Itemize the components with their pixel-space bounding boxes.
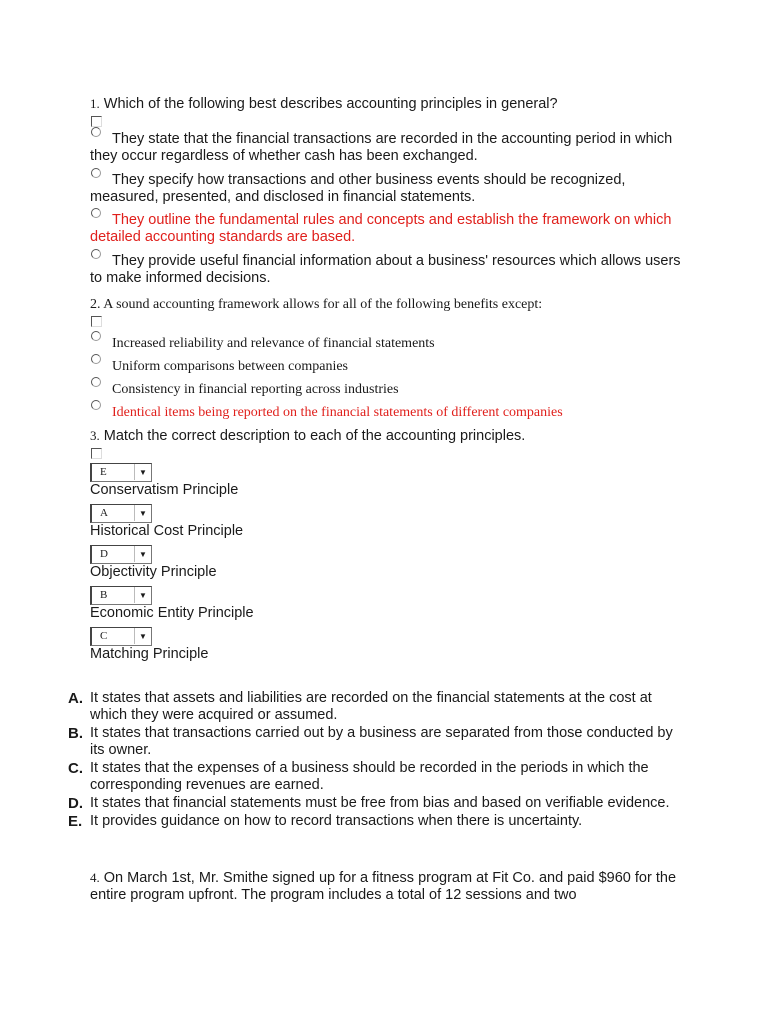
select-value: A xyxy=(100,507,108,519)
description-letter: D. xyxy=(68,795,83,812)
dropdown-arrow-icon[interactable]: ▼ xyxy=(134,587,151,603)
option-text: Identical items being reported on the financial statements of different companies xyxy=(112,405,563,420)
question-2-prompt xyxy=(90,296,690,313)
description-letter: B. xyxy=(68,725,83,742)
match-select-4[interactable] xyxy=(90,586,152,605)
question-4-prompt xyxy=(90,869,690,904)
select-value: E xyxy=(100,466,107,478)
dropdown-arrow-icon[interactable]: ▼ xyxy=(134,546,151,562)
select-value: B xyxy=(100,589,108,601)
option-text: They specify how transactions and other business events should be recognized, measured, presented, and disclosed in financial statements. xyxy=(90,172,626,205)
option-text: Increased reliability and relevance of financial statements xyxy=(112,336,435,351)
description-text: It states that assets and liabilities are recorded on the financial statements at the cost at which they were acquired or assumed. xyxy=(90,690,652,723)
question-4 xyxy=(90,869,690,904)
description-item xyxy=(68,725,688,759)
option-text: They provide useful financial information about a business' resources which allows users to make informed decisions. xyxy=(90,253,681,286)
question-1-prompt xyxy=(90,95,690,113)
description-item xyxy=(68,813,688,830)
dropdown-arrow-icon[interactable]: ▼ xyxy=(134,505,151,521)
option-1a[interactable] xyxy=(90,131,690,165)
principle-label: Economic Entity Principle xyxy=(90,605,254,621)
option-1d[interactable] xyxy=(90,253,690,287)
option-2c[interactable] xyxy=(90,381,690,398)
description-item xyxy=(68,760,688,794)
match-select-1[interactable] xyxy=(90,463,152,482)
select-value: D xyxy=(100,548,108,560)
principle-label: Historical Cost Principle xyxy=(90,523,244,539)
description-text: It states that the expenses of a business should be recorded in the periods in which the corresponding revenues are earned. xyxy=(90,760,649,793)
radio-button[interactable] xyxy=(91,127,101,137)
question-3-prompt xyxy=(90,427,690,445)
question-text: A sound accounting framework allows for all of the following benefits except: xyxy=(103,297,543,312)
radio-button[interactable] xyxy=(91,208,101,218)
radio-button[interactable] xyxy=(91,168,101,178)
flag-checkbox[interactable] xyxy=(91,448,102,459)
description-item xyxy=(68,690,688,724)
option-text: They outline the fundamental rules and concepts and establish the framework on which detailed accounting standards are based. xyxy=(90,212,672,245)
option-text: They state that the financial transactions are recorded in the accounting period in which they occur regardless of whether cash has been exchanged. xyxy=(90,131,673,164)
question-number: 2. xyxy=(90,297,101,312)
select-value: C xyxy=(100,630,108,642)
principle-label: Conservatism Principle xyxy=(90,482,239,498)
question-text: Which of the following best describes accounting principles in general? xyxy=(103,96,558,112)
description-text: It states that financial statements must be free from bias and based on verifiable evidence. xyxy=(90,795,670,811)
description-text: It states that transactions carried out by a business are separated from those conducted by its owner. xyxy=(90,725,673,758)
description-letter: A. xyxy=(68,690,83,707)
dropdown-arrow-icon[interactable]: ▼ xyxy=(134,464,151,480)
radio-button[interactable] xyxy=(91,249,101,259)
question-1 xyxy=(90,95,690,287)
match-select-2[interactable] xyxy=(90,504,152,523)
description-text: It provides guidance on how to record transactions when there is uncertainty. xyxy=(90,813,583,829)
description-item xyxy=(68,795,688,812)
question-number: 3. xyxy=(90,428,100,443)
flag-checkbox[interactable] xyxy=(91,316,102,327)
question-text: On March 1st, Mr. Smithe signed up for a fitness program at Fit Co. and paid $960 for the entire program upfront. The program includes a total of 12 sessions and two xyxy=(90,870,677,903)
radio-button[interactable] xyxy=(91,377,101,387)
principle-label: Matching Principle xyxy=(90,646,209,662)
question-number: 1. xyxy=(90,96,100,111)
description-letter: C. xyxy=(68,760,83,777)
description-list xyxy=(68,690,688,831)
match-select-5[interactable] xyxy=(90,627,152,646)
question-3 xyxy=(90,427,690,668)
description-letter: E. xyxy=(68,813,83,830)
flag-checkbox[interactable] xyxy=(91,116,102,127)
radio-button[interactable] xyxy=(91,331,101,341)
principle-label: Objectivity Principle xyxy=(90,564,217,580)
match-select-3[interactable] xyxy=(90,545,152,564)
radio-button[interactable] xyxy=(91,400,101,410)
dropdown-arrow-icon[interactable]: ▼ xyxy=(134,628,151,644)
question-2 xyxy=(90,296,690,421)
option-2a[interactable] xyxy=(90,335,690,352)
radio-button[interactable] xyxy=(91,354,101,364)
option-1b[interactable] xyxy=(90,172,690,206)
question-text: Match the correct description to each of the accounting principles. xyxy=(103,428,526,444)
option-text: Uniform comparisons between companies xyxy=(112,359,348,374)
option-text: Consistency in financial reporting across industries xyxy=(112,382,399,397)
option-2d-correct[interactable] xyxy=(90,404,690,421)
option-2b[interactable] xyxy=(90,358,690,375)
question-number: 4. xyxy=(90,870,100,885)
option-1c-correct[interactable] xyxy=(90,212,690,246)
